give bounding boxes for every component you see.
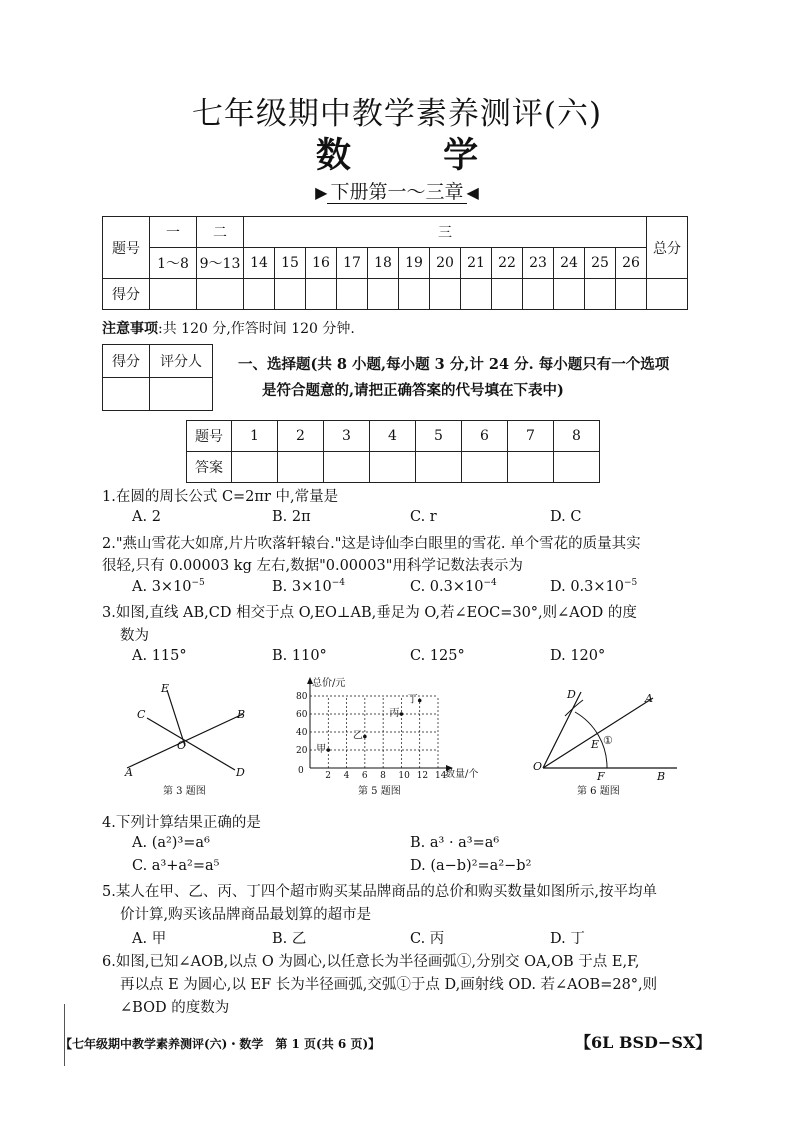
answer-cell[interactable] bbox=[416, 452, 462, 483]
score-cell[interactable] bbox=[430, 279, 461, 310]
question-6-line-3: ∠BOD 的度数为 bbox=[120, 1000, 230, 1016]
score-cell[interactable] bbox=[616, 279, 647, 310]
x-tick-label: 8 bbox=[380, 771, 386, 781]
section-1-line-1: 一、选择题(共 8 小题,每小题 3 分,计 24 分. 每小题只有一个选项 bbox=[238, 356, 670, 373]
score-table bbox=[102, 216, 688, 310]
triangle-left-icon: ◀ bbox=[466, 183, 479, 202]
x-tick-label: 10 bbox=[398, 771, 410, 781]
option-c: C. r bbox=[410, 509, 437, 525]
answer-number: 6 bbox=[462, 421, 508, 452]
answer-cell[interactable] bbox=[324, 452, 370, 483]
answer-cell[interactable] bbox=[278, 452, 324, 483]
answer-cell[interactable] bbox=[370, 452, 416, 483]
score-cell[interactable] bbox=[461, 279, 492, 310]
data-point-label: 乙 bbox=[352, 730, 363, 742]
option-a: A. 2 bbox=[132, 509, 161, 525]
notes-label: 注意事项 bbox=[102, 321, 158, 337]
data-point bbox=[400, 712, 404, 716]
x-tick-label: 2 bbox=[325, 771, 332, 781]
figure-6 bbox=[525, 676, 685, 804]
range-cell: 26 bbox=[616, 248, 647, 279]
score-cell[interactable] bbox=[244, 279, 275, 310]
grader-score-cell[interactable] bbox=[103, 378, 150, 411]
range-cell: 24 bbox=[554, 248, 585, 279]
group-1: 一 bbox=[150, 217, 197, 248]
grader-name-label: 评分人 bbox=[150, 345, 213, 378]
range-cell: 23 bbox=[523, 248, 554, 279]
y-tick-label: 40 bbox=[296, 728, 308, 738]
x-tick-label: 14 bbox=[435, 771, 447, 781]
fig6-label-b: B bbox=[657, 770, 666, 783]
score-cell[interactable] bbox=[337, 279, 368, 310]
option-a: A. 甲 bbox=[132, 931, 167, 947]
triangle-right-icon: ▶ bbox=[315, 183, 328, 202]
question-5-options bbox=[132, 927, 752, 948]
fig6-label-o: O bbox=[533, 760, 543, 773]
y-tick-label: 60 bbox=[296, 710, 308, 720]
grader-table bbox=[102, 344, 213, 411]
option-b: B. 乙 bbox=[272, 931, 307, 947]
exam-title: 七年级期中教学素养测评(六) bbox=[191, 96, 603, 132]
fig3-label-e: E bbox=[161, 682, 170, 695]
answer-number: 3 bbox=[324, 421, 370, 452]
range-cell: 15 bbox=[275, 248, 306, 279]
data-point-label: 丁 bbox=[407, 694, 418, 706]
chart-points bbox=[316, 694, 421, 756]
score-cell[interactable] bbox=[197, 279, 244, 310]
option-b: B. a³ · a³=a⁶ bbox=[410, 835, 500, 851]
question-1-options bbox=[132, 509, 752, 525]
range-cell: 19 bbox=[399, 248, 430, 279]
x-tick-label: 6 bbox=[361, 771, 368, 781]
x-tick-label: 4 bbox=[343, 771, 350, 781]
score-cell[interactable] bbox=[306, 279, 337, 310]
answer-number: 2 bbox=[278, 421, 324, 452]
row-label-score: 得分 bbox=[103, 279, 150, 310]
group-3: 三 bbox=[244, 217, 647, 248]
y-tick-label: 20 bbox=[296, 746, 308, 756]
question-3-options bbox=[132, 648, 752, 664]
option-d: D. $0.3\times 10^{-5}$ bbox=[550, 578, 638, 595]
fig6-label-a: A bbox=[645, 692, 653, 705]
score-cell[interactable] bbox=[523, 279, 554, 310]
range-cell: 20 bbox=[430, 248, 461, 279]
data-point bbox=[363, 735, 367, 739]
range-cell: 21 bbox=[461, 248, 492, 279]
answer-table bbox=[186, 420, 600, 483]
question-2-line-1: 2."燕山雪花大如席,片片吹落轩辕台."这是诗仙李白眼里的雪花. 单个雪花的质量其实 bbox=[102, 536, 641, 552]
fig6-label-arc: ① bbox=[603, 734, 613, 747]
answer-cell[interactable] bbox=[232, 452, 278, 483]
question-4-stem: 4.下列计算结果正确的是 bbox=[102, 815, 261, 831]
range-cell: 14 bbox=[244, 248, 275, 279]
question-6-line-2: 再以点 E 为圆心,以 EF 长为半径画弧,交弧①于点 D,画射线 OD. 若∠AOB=28°,则 bbox=[120, 977, 658, 993]
y-tick-labels bbox=[296, 692, 308, 756]
question-3-line-2: 数为 bbox=[120, 628, 149, 644]
option-b: B. $3\times 10^{-4}$ bbox=[272, 578, 345, 595]
fig6-label-f: F bbox=[597, 770, 605, 783]
section-1-heading bbox=[238, 352, 718, 404]
chart-ylabel: 总价/元 bbox=[312, 678, 346, 689]
data-point bbox=[418, 699, 422, 703]
fig3-label-b: B bbox=[237, 708, 246, 721]
score-cell[interactable] bbox=[585, 279, 616, 310]
chapter-text: 下册第一～三章 bbox=[327, 181, 466, 204]
fig6-label-d: D bbox=[567, 688, 576, 701]
subject-title: 数 学 bbox=[315, 135, 519, 176]
answer-number: 8 bbox=[554, 421, 600, 452]
question-5-line-2: 价计算,购买该品牌商品最划算的超市是 bbox=[120, 907, 372, 923]
score-cell[interactable] bbox=[554, 279, 585, 310]
fig3-label-a: A bbox=[125, 766, 133, 779]
figure-5-chart bbox=[290, 674, 490, 802]
question-4-options-row-1 bbox=[132, 835, 752, 851]
score-cell[interactable] bbox=[275, 279, 306, 310]
option-a: A. (a²)³=a⁶ bbox=[132, 835, 210, 851]
answer-number: 4 bbox=[370, 421, 416, 452]
option-d: D. 丁 bbox=[550, 931, 585, 947]
option-b: B. 2π bbox=[272, 509, 311, 525]
option-c: C. a³+a²=a⁵ bbox=[132, 858, 220, 874]
group-2: 二 bbox=[197, 217, 244, 248]
option-c: C. $0.3\times 10^{-4}$ bbox=[410, 578, 497, 595]
score-cell[interactable] bbox=[399, 279, 430, 310]
fig3-label-d: D bbox=[236, 766, 245, 779]
option-a: A. $3\times 10^{-5}$ bbox=[132, 578, 205, 595]
range-cell: 17 bbox=[337, 248, 368, 279]
notes-text: :共 120 分,作答时间 120 分钟. bbox=[158, 321, 355, 337]
total-score-cell[interactable] bbox=[647, 279, 688, 310]
x-tick-labels bbox=[325, 771, 446, 781]
range-cell: 1～8 bbox=[150, 248, 197, 279]
question-1-stem: 1.在圆的周长公式 C=2πr 中,常量是 bbox=[102, 489, 339, 505]
question-2-options bbox=[132, 578, 752, 595]
y-tick-label: 80 bbox=[296, 692, 308, 702]
answer-q-label: 题号 bbox=[187, 421, 232, 452]
data-point bbox=[326, 748, 330, 752]
range-cell: 25 bbox=[585, 248, 616, 279]
question-3-line-1: 3.如图,直线 AB,CD 相交于点 O,EO⊥AB,垂足为 O,若∠EOC=30°,则∠AOD 的度 bbox=[102, 605, 637, 621]
score-cell[interactable] bbox=[368, 279, 399, 310]
question-2-line-2: 很轻,只有 0.00003 kg 左右,数据"0.00003"用科学记数法表示为 bbox=[102, 558, 523, 574]
score-cell[interactable] bbox=[492, 279, 523, 310]
range-cell: 9～13 bbox=[197, 248, 244, 279]
option-d: D. 120° bbox=[550, 648, 606, 664]
option-c: C. 丙 bbox=[410, 931, 445, 947]
score-cell[interactable] bbox=[150, 279, 197, 310]
answer-number: 7 bbox=[508, 421, 554, 452]
answer-cell[interactable] bbox=[462, 452, 508, 483]
chart-grid bbox=[310, 696, 438, 768]
chart-origin: 0 bbox=[298, 766, 304, 776]
data-point-label: 丙 bbox=[389, 708, 400, 719]
answer-cell[interactable] bbox=[508, 452, 554, 483]
grader-score-label: 得分 bbox=[103, 345, 150, 378]
fig3-caption: 第 3 题图 bbox=[163, 786, 206, 797]
question-4-options-row-2 bbox=[132, 858, 752, 874]
data-point-label: 甲 bbox=[316, 744, 327, 755]
fig3-label-c: C bbox=[137, 708, 146, 721]
chart-xlabel: 数量/个 bbox=[445, 769, 479, 780]
option-d: D. C bbox=[550, 509, 582, 525]
answer-a-label: 答案 bbox=[187, 452, 232, 483]
option-c: C. 125° bbox=[410, 648, 465, 664]
question-5-line-1: 5.某人在甲、乙、丙、丁四个超市购买某品牌商品的总价和购买数量如图所示,按平均单 bbox=[102, 884, 657, 900]
option-a: A. 115° bbox=[132, 648, 187, 664]
row-label-question: 题号 bbox=[103, 217, 150, 279]
footer-page-info: 【七年级期中教学素养测评(六)・数学 第 1 页(共 6 页)】 bbox=[60, 1037, 381, 1051]
option-d: D. (a−b)²=a²−b² bbox=[410, 858, 532, 874]
answer-number: 1 bbox=[232, 421, 278, 452]
notes bbox=[102, 318, 355, 338]
fig5-caption: 第 5 题图 bbox=[358, 786, 401, 797]
total-label: 总分 bbox=[647, 217, 688, 279]
answer-number: 5 bbox=[416, 421, 462, 452]
section-1-line-2: 是符合题意的,请把正确答案的代号填在下表中) bbox=[262, 382, 564, 399]
option-b: B. 110° bbox=[272, 648, 327, 664]
answer-cell[interactable] bbox=[554, 452, 600, 483]
question-6-line-1: 6.如图,已知∠AOB,以点 O 为圆心,以任意长为半径画弧①,分别交 OA,OB 于点 E,F, bbox=[102, 954, 640, 970]
range-cell: 18 bbox=[368, 248, 399, 279]
fig6-caption: 第 6 题图 bbox=[577, 786, 620, 797]
chapter-range bbox=[0, 177, 794, 204]
footer-code: 【6L BSD−SX】 bbox=[575, 1033, 712, 1052]
grader-name-cell[interactable] bbox=[150, 378, 213, 411]
x-tick-label: 12 bbox=[416, 771, 429, 781]
range-cell: 16 bbox=[306, 248, 337, 279]
figure-3 bbox=[115, 678, 265, 803]
fig3-label-o: O bbox=[177, 739, 187, 752]
fig6-label-e: E bbox=[591, 738, 600, 751]
range-cell: 22 bbox=[492, 248, 523, 279]
